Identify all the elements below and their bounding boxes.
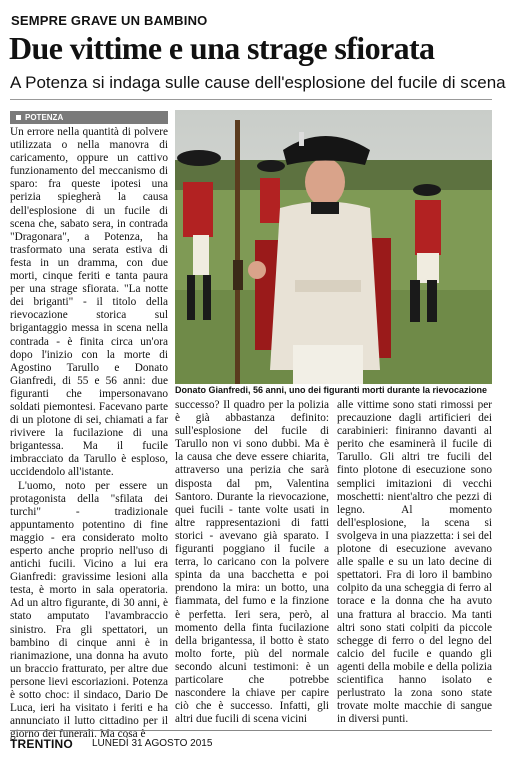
article-paragraph: successo? Il quadro per la polizia è già abbastanza definito: sull'esplosione del fucile di Tarullo non vi sono dubbi. Ma è la causa che deve essere chiarita, attraverso una perizia che sarà disposta dal pm, Valentina Santoro. Durante la rievocazione, quei fucili - tante volte usati in altre rappresentazioni di fatti storici - avevano già sparato. I figuranti poggiano il fucile a terra, lo caricano con la polvere spinta da una bacchetta e poi prendono la mira: un botto, una fiammata, del fumo e la finzione è perfetta. Ieri sera, però, al momento della finta fucilazione della brigantessa, il botto è stato molto forte, più del normale secondo alcuni testimoni: è un particolare che potrebbe nascondere la chiave per capire ciò che è successo. Infatti, gli altri due fucili di scena vicini bbox=[175, 399, 329, 726]
top-rule bbox=[10, 99, 492, 100]
article-column-1 bbox=[10, 126, 168, 741]
section-square-icon bbox=[16, 115, 21, 120]
subheadline: A Potenza si indaga sulle cause dell'esplosione del fucile di scena bbox=[10, 73, 506, 92]
section-label bbox=[10, 111, 168, 124]
article-paragraph: Un errore nella quantità di polvere utilizzata o nella manovra di caricamento, oppure un cattivo funzionamento del meccanismo di sparo: fra queste ipotesi una perizia spiegherà la causa dell'esplosione di un fucile di scena che, sabato sera, in contrada "Dragonara", a Potenza, ha trasformato una serata estiva di festa in un dramma, con due morti, cinque feriti e tanta paura per una strage sfiorata. "La notte dei briganti" - il titolo della rievocazione storica sul brigantaggio messa in scena nella contrada - è finita circa un'ora dopo l'inizio con la morte di Agostino Tarullo e Donato Gianfredi, di 55 e 56 anni: due figuranti che impersonavano soldati piemontesi. Facevano parte di un plotone di sei, chiamati a far rivivere la fucilazione di una brigantessa. Ma il fucile imbracciato da Tarullo è esploso, uccidendolo all'istante. bbox=[10, 126, 168, 479]
section-name: POTENZA bbox=[25, 113, 64, 122]
article-column-3 bbox=[337, 399, 492, 729]
issue-date: LUNEDÌ 31 AGOSTO 2015 bbox=[92, 738, 213, 749]
page-footer bbox=[10, 730, 492, 755]
kicker: SEMPRE GRAVE UN BAMBINO bbox=[11, 13, 208, 28]
headline: Due vittime e una strage sfiorata bbox=[9, 30, 435, 66]
reenactment-photo bbox=[175, 110, 492, 384]
article-paragraph: L'uomo, noto per essere un protagonista della "sfilata dei turchi" - tradizionale appuntamento potentino di fine maggio - era considerato molto esperto anche proprio nell'uso di antichi fucili. Vicino a lui era Gianfredi: gravissime lesioni alla testa, è morto in sala operatoria. Ad un altro figurante, di 30 anni, è stato amputato l'avambraccio sinistro. Fra gli spettatori, un bambino di cinque anni è in rianimazione, una donna ha avuto un braccio fratturato, per altre due persone lievi escoriazioni. Potenza è sotto choc: il sindaco, Dario De Luca, ieri ha visitato i feriti e ha annunciato il lutto cittadino per il giorno dei funerali. Ma cosa è bbox=[10, 479, 168, 741]
newspaper-name: TRENTINO bbox=[10, 737, 73, 751]
article-paragraph: alle vittime sono stati rimossi per precauzione dagli artificieri dei carabinieri: finiranno davanti al perito che esaminerà il fucile di Tarullo. Gli altri tre fucili del finto plotone di esecuzione sono semplici imitazioni di vecchi moschetti: nient'altro che pezzi di legno. Al momento dell'esplosione, la scena si svolgeva in una piazzetta: i sei del plotone di esecuzione avevano alle spalle e su un lato decine di spettatori. Fra di loro il bambino colpito da una scheggia di ferro al torace e la donna che ha avuto una frattura al braccio. Ma tanti altri sono stati colpiti da piccole schegge di ferro o del legno del calcio del fucile e quando gli agenti della mobile e della polizia scientifica hanno isolato e perlustrato la zona sono state trovate molte macchie di sangue in diversi punti. bbox=[337, 399, 492, 726]
photo-caption: Donato Gianfredi, 56 anni, uno dei figuranti morti durante la rievocazione bbox=[175, 384, 492, 398]
article-column-2 bbox=[175, 399, 329, 729]
reenactment-photo-illustration bbox=[175, 110, 492, 384]
